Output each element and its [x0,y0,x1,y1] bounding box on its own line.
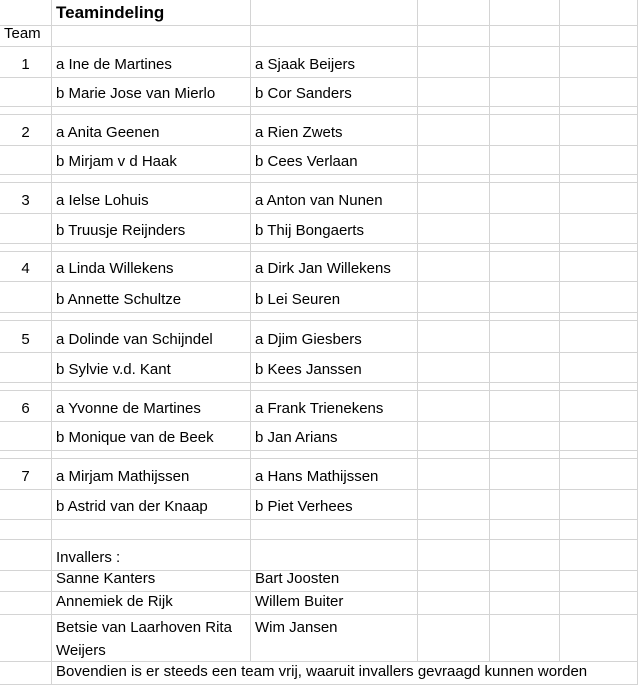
grid-cell[interactable] [251,26,418,47]
grid-cell[interactable] [418,244,490,252]
player-cell[interactable] [52,353,251,383]
player-name: a Anton van Nunen [255,192,383,209]
player-cell[interactable] [251,422,418,451]
invallers-label-cell[interactable] [52,540,251,571]
grid-cell[interactable] [251,175,418,183]
player-cell[interactable] [52,146,251,175]
grid-cell[interactable] [490,422,560,451]
grid-cell[interactable] [52,175,251,183]
player-name: b Kees Janssen [255,361,362,378]
grid-cell[interactable] [0,214,52,244]
grid-cell[interactable] [418,282,490,313]
team-number-cell[interactable] [0,321,52,353]
grid-cell[interactable] [0,0,52,26]
grid-cell[interactable] [0,353,52,383]
grid-cell[interactable] [560,183,638,214]
invaller-cell[interactable] [52,615,251,662]
grid-cell[interactable] [560,146,638,175]
grid-cell[interactable] [52,107,251,115]
grid-cell[interactable] [560,571,638,592]
grid-cell[interactable] [0,107,52,115]
player-name: a Ielse Lohuis [56,192,149,209]
grid-cell[interactable] [52,451,251,459]
player-cell[interactable] [52,78,251,107]
player-cell[interactable] [251,252,418,282]
grid-cell[interactable] [52,383,251,391]
player-name: b Truusje Reijnders [56,222,186,239]
grid-cell[interactable] [251,244,418,252]
grid-cell[interactable] [490,490,560,520]
player-name: a Dirk Jan Willekens [255,260,391,277]
grid-cell[interactable] [490,353,560,383]
player-name: a Anita Geenen [56,124,160,141]
player-cell[interactable] [52,252,251,282]
player-cell[interactable] [52,321,251,353]
player-cell[interactable] [251,115,418,146]
grid-cell[interactable] [418,214,490,244]
grid-cell[interactable] [560,391,638,422]
grid-cell[interactable] [418,47,490,78]
grid-cell[interactable] [560,282,638,313]
grid-cell[interactable] [560,78,638,107]
player-name: a Dolinde van Schijndel [56,331,213,348]
footer-note: Bovendien is er steeds een team vrij, waaruit invallers gevraagd kunnen worden [56,663,588,680]
grid-cell[interactable] [490,313,560,321]
team-number: 5 [21,331,30,348]
grid-cell[interactable] [418,459,490,490]
grid-cell[interactable] [0,244,52,252]
player-cell[interactable] [251,214,418,244]
grid-cell[interactable] [490,383,560,391]
grid-cell[interactable] [560,520,638,540]
player-cell[interactable] [251,183,418,214]
team-number-cell[interactable] [0,115,52,146]
grid-cell[interactable] [560,175,638,183]
team-number-cell[interactable] [0,459,52,490]
grid-cell[interactable] [490,451,560,459]
grid-cell[interactable] [560,592,638,615]
grid-cell[interactable] [418,115,490,146]
grid-cell[interactable] [52,26,251,47]
team-number: 3 [21,192,30,209]
player-name: a Mirjam Mathijssen [56,468,190,485]
grid-cell[interactable] [490,459,560,490]
grid-cell[interactable] [251,313,418,321]
team-header: Team [4,25,41,42]
grid-cell[interactable] [560,252,638,282]
player-cell[interactable] [251,321,418,353]
invaller-name: Sanne Kanters [56,570,156,587]
grid-cell[interactable] [251,0,418,26]
grid-cell[interactable] [490,592,560,615]
invaller-name: Wim Jansen [255,619,338,636]
player-name: b Cor Sanders [255,85,352,102]
invaller-name: Willem Buiter [255,593,344,610]
grid-cell[interactable] [418,592,490,615]
grid-cell[interactable] [560,214,638,244]
grid-cell[interactable] [418,615,490,662]
player-name: a Yvonne de Martines [56,400,201,417]
team-number-cell[interactable] [0,391,52,422]
grid-cell[interactable] [418,0,490,26]
grid-cell[interactable] [0,78,52,107]
grid-cell[interactable] [0,615,52,662]
grid-cell[interactable] [490,47,560,78]
grid-cell[interactable] [418,321,490,353]
player-cell[interactable] [52,490,251,520]
player-cell[interactable] [52,282,251,313]
player-cell[interactable] [251,490,418,520]
player-cell[interactable] [251,47,418,78]
grid-cell[interactable] [560,107,638,115]
grid-cell[interactable] [490,571,560,592]
grid-cell[interactable] [490,107,560,115]
invaller-cell[interactable] [52,592,251,615]
team-number: 1 [21,56,30,73]
grid-cell[interactable] [490,183,560,214]
grid-cell[interactable] [490,615,560,662]
grid-cell[interactable] [560,244,638,252]
grid-cell[interactable] [490,520,560,540]
grid-cell[interactable] [418,451,490,459]
team-number: 2 [21,124,30,141]
invaller-name: Annemiek de Rijk [56,593,173,610]
player-name: b Cees Verlaan [255,153,358,170]
grid-cell[interactable] [560,26,638,47]
grid-cell[interactable] [418,490,490,520]
grid-cell[interactable] [560,451,638,459]
player-cell[interactable] [251,78,418,107]
grid-cell[interactable] [560,321,638,353]
player-cell[interactable] [52,183,251,214]
invaller-name: Bart Joosten [255,570,340,587]
player-name: a Hans Mathijssen [255,468,379,485]
grid-cell[interactable] [560,353,638,383]
player-cell[interactable] [52,115,251,146]
grid-cell[interactable] [490,175,560,183]
grid-cell[interactable] [0,490,52,520]
team-number-cell[interactable] [0,183,52,214]
grid-cell[interactable] [418,391,490,422]
team-number-cell[interactable] [0,47,52,78]
grid-cell[interactable] [560,313,638,321]
team-number: 6 [21,400,30,417]
player-name: a Linda Willekens [56,260,174,277]
player-cell[interactable] [52,459,251,490]
team-number-cell[interactable] [0,252,52,282]
sheet-title: Teamindeling [56,3,165,22]
grid-cell[interactable] [560,540,638,571]
grid-cell[interactable] [560,459,638,490]
player-name: b Marie Jose van Mierlo [56,85,216,102]
grid-cell[interactable] [418,183,490,214]
player-name: b Astrid van der Knaap [56,498,208,515]
team-number: 4 [21,260,30,277]
player-cell[interactable] [52,391,251,422]
grid-cell[interactable] [418,26,490,47]
grid-cell[interactable] [560,115,638,146]
grid-cell[interactable] [418,540,490,571]
grid-cell[interactable] [251,540,418,571]
grid-cell[interactable] [52,520,251,540]
grid-cell[interactable] [560,0,638,26]
player-name: b Monique van de Beek [56,429,214,446]
player-cell[interactable] [52,47,251,78]
player-name: a Rien Zwets [255,124,343,141]
grid-cell[interactable] [490,252,560,282]
player-name: b Mirjam v d Haak [56,153,177,170]
player-name: b Annette Schultze [56,291,182,308]
player-name: b Thij Bongaerts [255,222,364,239]
invaller-cell[interactable] [251,615,418,662]
invallers-label: Invallers : [56,549,121,566]
grid-cell[interactable] [251,107,418,115]
grid-cell[interactable] [418,520,490,540]
player-name: b Sylvie v.d. Kant [56,361,171,378]
grid-cell[interactable] [560,47,638,78]
grid-cell[interactable] [0,540,52,571]
grid-cell[interactable] [251,451,418,459]
player-cell[interactable] [251,353,418,383]
grid-cell[interactable] [490,78,560,107]
grid-cell[interactable] [0,383,52,391]
team-number: 7 [21,468,30,485]
grid-cell[interactable] [418,353,490,383]
grid-cell[interactable] [490,26,560,47]
player-name: b Jan Arians [255,429,338,446]
grid-cell[interactable] [251,520,418,540]
grid-cell[interactable] [490,146,560,175]
player-cell[interactable] [52,214,251,244]
grid-cell[interactable] [560,490,638,520]
player-name: a Sjaak Beijers [255,56,356,73]
grid-cell[interactable] [490,244,560,252]
grid-cell[interactable] [418,107,490,115]
grid-cell[interactable] [418,313,490,321]
grid-cell[interactable] [418,422,490,451]
player-name: a Frank Trienekens [255,400,384,417]
player-name: b Lei Seuren [255,291,341,308]
grid-cell[interactable] [490,0,560,26]
grid-cell[interactable] [490,391,560,422]
player-cell[interactable] [251,391,418,422]
team-header-cell[interactable] [0,26,52,47]
grid-cell[interactable] [560,422,638,451]
player-cell[interactable] [251,146,418,175]
grid-cell[interactable] [490,540,560,571]
grid-cell[interactable] [0,592,52,615]
player-name: a Djim Giesbers [255,331,362,348]
player-cell[interactable] [52,422,251,451]
invaller-cell[interactable] [251,592,418,615]
grid-cell[interactable] [490,282,560,313]
grid-cell[interactable] [0,571,52,592]
grid-cell[interactable] [418,383,490,391]
player-name: a Ine de Martines [56,56,172,73]
grid-cell[interactable] [0,282,52,313]
grid-cell[interactable] [418,146,490,175]
grid-cell[interactable] [418,571,490,592]
grid-cell[interactable] [0,520,52,540]
invaller-cell[interactable] [251,571,418,592]
title-cell[interactable] [52,0,251,26]
grid-cell[interactable] [418,175,490,183]
player-cell[interactable] [251,459,418,490]
grid-cell[interactable] [0,175,52,183]
grid-cell[interactable] [490,115,560,146]
grid-cell[interactable] [0,422,52,451]
grid-cell[interactable] [52,313,251,321]
grid-cell[interactable] [560,615,638,662]
invaller-cell[interactable] [52,571,251,592]
grid-cell[interactable] [0,146,52,175]
player-cell[interactable] [251,282,418,313]
grid-cell[interactable] [560,383,638,391]
grid-cell[interactable] [251,383,418,391]
grid-cell[interactable] [0,451,52,459]
grid-cell[interactable] [490,214,560,244]
grid-cell[interactable] [52,244,251,252]
grid-cell[interactable] [490,321,560,353]
grid-cell[interactable] [418,78,490,107]
grid-cell[interactable] [0,313,52,321]
invaller-name: Betsie van Laarhoven Rita Weijers [56,619,232,659]
grid-cell[interactable] [418,252,490,282]
player-name: b Piet Verhees [255,498,353,515]
